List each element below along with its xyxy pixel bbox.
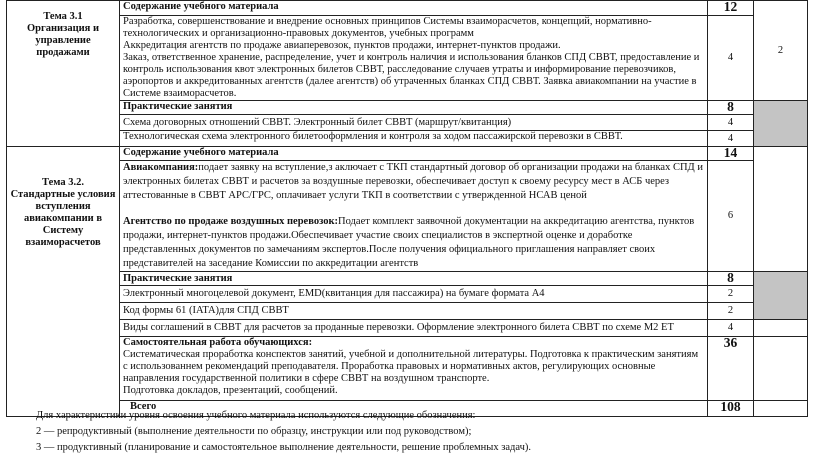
hours-practice-2: 8 [708,272,754,286]
content-header-2: Содержание учебного материала [120,147,708,161]
practice-item-2-1: Электронный многоцелевой документ, EMD(квитанция для пассажира) на бумаге формата А4 [120,286,708,303]
airline-paragraph [123,161,704,203]
self-study-cell [120,337,708,401]
self-study-text-b: Подготовка докладов, презентаций, сообщений. [123,385,338,396]
content-text-1-a: Разработка, совершенствование и внедрение основных принципов Системы взаиморасчетов, концепций, нормативно-технологических и организационно-правовых документов, учебных программ [123,16,652,39]
airline-text: подает заявку на вступление,з аключает с ТКП стандартный договор об организации продажи на бланках СПД и электронных билетах СВВТ и расчетов за воздушные перевозки, обеспечивает доступ к своему ресурсу мест в АСБ через аттестованные в СВВТ АРС/ГРС, оплачивает услуги ТКП в соответствии с утвержденной НСАВ ценой [123,162,703,201]
topic-3-1-cell [7,1,120,147]
self-study-text-a: Систематическая проработка конспектов занятий, учебной и дополнительной литературы. Подготовка к практическим занятиям с использованнем рекомендаций преподавателя. Проработка правовых и нормативных актов, регулирующих основные направления государственной политики в сфере СВВТ на воздушном транспорте. [123,349,699,384]
hours-practice-1-1: 4 [708,115,754,131]
grey-cell-1 [754,101,808,147]
practice-header-2: Практические занятия [120,272,708,286]
hours-practice-1: 8 [708,101,754,115]
empty-cell-self-study [754,337,808,401]
grey-cell-2 [754,272,808,320]
hours-total: 108 [708,401,754,417]
notes-level-2: 2 — репродуктивный (выполнение деятельности по образцу, инструкции или под руководством); [36,426,472,437]
hours-content-1: 12 [708,1,754,16]
content-text-1-c: Заказ, ответственное хранение, распределение, учет и контроль наличия и использования бланков СПД СВВТ, предоставление и контроль использования квот электронных билетов СВВТ, расследование случаев утраты и информирование перевозчиков, аэропортов и аккредитованных агентств (далее агентств) об утраченных бланках СПД СВВТ. Заявка авиакомпании на участие в Системе взаиморасчетов. [123,52,700,99]
content-text-1-b: Аккредитация агентств по продаже авиаперевозок, пунктов продажи, интернет-пунктов продажи. [123,40,561,51]
level-cell-2 [754,147,808,272]
hours-practice-1-2: 4 [708,131,754,147]
practice-item-2-2: Код формы 61 (IATA)для СПД СВВТ [120,303,708,320]
agency-text: Подает комплект заявочной документации на аккредитацию агентства, пунктов продажи, интернет-пунктов продажи.Обеспечивает участие своих специалистов в экспертной оценке и доработке представленных документов по замечаниям экспертов.После получения официального приглашения направляет своих представителей на заседание Комиссии по аккредитации агентств [123,216,695,269]
airline-lead: Авиакомпания: [123,162,199,173]
topic-3-1-title: Организация и управление продажами [26,23,100,58]
notes-intro: Для характеристики уровня освоения учебного материала используются следующие обозначения: [36,410,476,421]
notes-level-3: 3 — продуктивный (планирование и самостоятельное выполнение деятельности, решение проблемных задач). [36,442,532,453]
practice-item-2-3: Виды соглашений в СВВТ для расчетов за проданные перевозки. Оформление электронного билета СВВТ по схеме М2 ЕТ [120,320,708,337]
content-text-2 [120,161,708,272]
topic-3-2-title: Стандартные условия вступления авиакомпании в Систему взаиморасчетов [10,189,116,248]
total-label: Всего [120,401,708,417]
curriculum-table [6,0,808,417]
self-study-header: Самостоятельная работа обучающихся: [123,337,313,348]
agency-lead: Агентство по продаже воздушных перевозок: [123,216,339,227]
topic-3-1-number: Тема 3.1 [43,11,83,22]
hours-content-2: 14 [708,147,754,161]
hours-practice-2-3: 4 [708,320,754,337]
hours-text-1: 4 [708,16,754,101]
practice-item-1-2: Технологическая схема электронного билетооформления и контроля за ходом пассажирской перевозки в СВВТ. [120,131,708,147]
practice-header-1: Практические занятия [120,101,708,115]
practice-item-1-1: Схема договорных отношений СВВТ. Электронный билет СВВТ (маршрут/квитанция) [120,115,708,131]
agency-paragraph [123,215,704,271]
content-header-1: Содержание учебного материала [120,1,708,16]
empty-cell-2-3 [754,320,808,337]
hours-self-study: 36 [708,337,754,401]
topic-3-2-number: Тема 3.2. [42,177,84,188]
hours-practice-2-1: 2 [708,286,754,303]
level-cell-1: 2 [754,1,808,101]
hours-practice-2-2: 2 [708,303,754,320]
content-text-1 [120,16,708,101]
topic-3-2-cell [7,147,120,417]
hours-text-2: 6 [708,161,754,272]
